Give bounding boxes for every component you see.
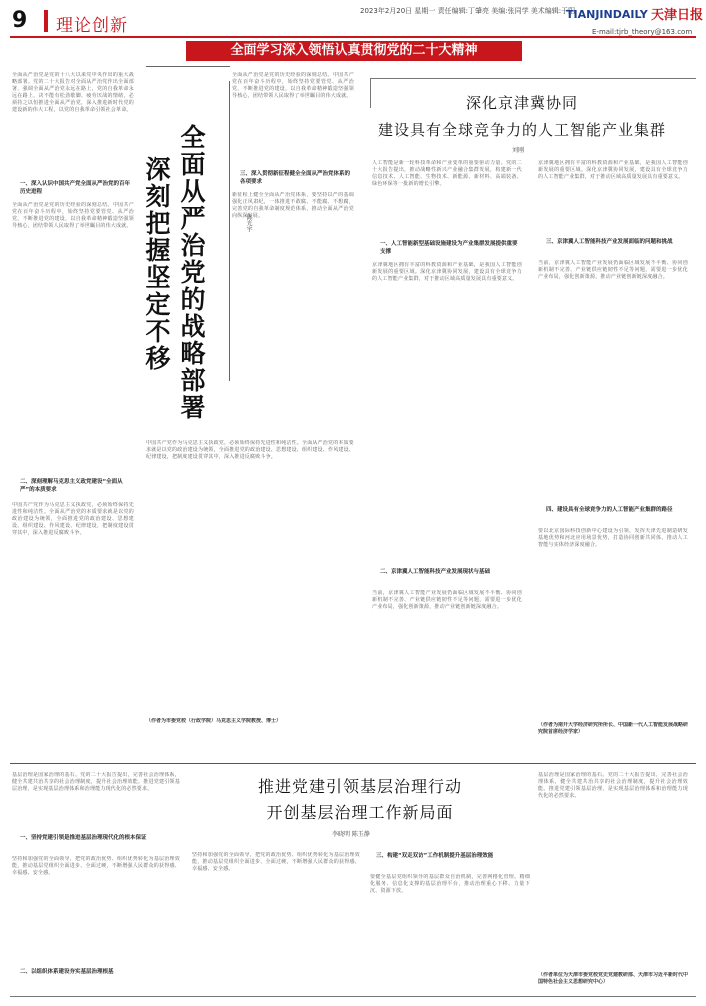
bottom-paragraph: 要健全基层党组织领导的基层群众自治机制，完善网格化管理、精细化服务、信息化支撑的基层治理平台，推动治理重心下移、力量下沉、资源下放。 xyxy=(370,874,530,894)
bottom-article-title xyxy=(190,774,530,826)
right-title-line-2: 建设具有全球竞争力的人工智能产业集群 xyxy=(377,121,666,139)
left-paragraph: 全面从严治党是党的历史经验的深刻总结。中国共产党在百年奋斗历程中，始终坚持党要管党、从严治党，不断推进党的建设，以自我革命精神锻造坚强领导核心，团结带领人民取得了举世瞩目的伟大成就。 xyxy=(232,72,354,99)
right-paragraph: 要以北京国际科技创新中心建设为引领，发挥天津先进制造研发基地优势和河北应用场景优势，打造协同创新共同体，推动人工智能与实体经济深度融合。 xyxy=(538,528,688,548)
bottom-author-note: （作者单位为天津市委党校党史党建教研部、天津市习近平新时代中国特色社会主义思想研究中心） xyxy=(538,972,688,985)
bottom-subhead-2: 二、以组织体系建设夯实基层治理根基 xyxy=(20,969,114,975)
section-divider xyxy=(10,763,696,764)
right-paragraph: 人工智能是新一轮科技革命和产业变革的重要驱动力量。党的二十大报告提出，推动战略性新兴产业融合集群发展，构建新一代信息技术、人工智能、生物技术、新能源、新材料、高端装备、绿色环保等一批新的增长引擎。 xyxy=(372,160,522,187)
right-paragraph: 当前，京津冀人工智能产业发展仍面临区域发展不平衡、协同创新机制不完善、产业链供应链韧性不足等问题，需要进一步优化产业布局，强化创新策源，推动产业链创新链深度融合。 xyxy=(372,590,522,610)
right-author-note: （作者为南开大学经济研究所所长、中国新一代人工智能发展战略研究院首席经济学家） xyxy=(538,722,688,735)
bottom-paragraph: 基层治理是国家治理的基石。党的二十大报告提出，完善社会治理体系，健全共建共治共享的社会治理制度，提升社会治理效能。推进党建引领基层治理，是实现基层治理体系和治理能力现代化的必然要求。 xyxy=(538,772,688,799)
masthead-en: TIANJINDAILY xyxy=(566,8,648,21)
headline-frame-side xyxy=(229,81,230,381)
page-bottom-rule xyxy=(10,996,696,997)
headline-frame-top xyxy=(146,66,230,67)
left-paragraph: 中国共产党作为马克思主义执政党，必须始终保持先进性和纯洁性。全面从严治党的本质要求就是以党的政治建设为统领，全面推进党的政治建设、思想建设、组织建设、作风建设、纪律建设，把制度建设贯穿其中，深入推进反腐败斗争。 xyxy=(146,440,354,460)
left-subhead-2: 二、深刻理解马克思主义政党建设“全面从严”的本质要求 xyxy=(20,479,123,493)
section-marker xyxy=(44,10,48,32)
right-author: 刘刚 xyxy=(512,147,525,154)
left-paragraph: 全面从严治党是党的十八大以来党中央作出的重大战略部署。党的二十大报告对全面从严治党作出全面部署，强调全面从严治党永远在路上，党的自我革命永远在路上，决不能有松劲歇脚、疲劳厌战的情绪，必须持之以恒推进全面从严治党，深入推进新时代党的建设新的伟大工程，以党的自我革命引领社会革命。 xyxy=(12,72,134,113)
bottom-subhead-3: 三、构建“双走双访”工作机制提升基层治理效能 xyxy=(376,853,494,859)
bottom-title-line-1: 推进党建引领基层治理行动 xyxy=(257,777,462,796)
topic-banner: 全面学习深入领悟认真贯彻党的二十大精神 xyxy=(186,41,522,61)
left-subhead-1: 一、深入认识中国共产党全面从严治党的百年历史进程 xyxy=(20,181,131,195)
right-paragraph: 京津冀地区拥有丰富的科教资源和产业基础，是我国人工智能创新发展的重要区域。深化京津冀协同发展，建设具有全球竞争力的人工智能产业集群，对于推动区域高质量发展具有重要意义。 xyxy=(372,262,522,282)
right-title-frame-side xyxy=(370,78,371,108)
issue-meta: 2023年2月20日 星期一 责任编辑:丁肇亮 美编:张同学 美术编辑:于阳 xyxy=(360,7,576,15)
right-subhead-4: 四、建设具有全球竞争力的人工智能产业集群的路径 xyxy=(546,507,673,513)
page-number: 9 xyxy=(12,8,28,33)
right-paragraph: 当前，京津冀人工智能产业发展仍面临区域发展不平衡、协同创新机制不完善、产业链供应链韧性不足等问题，需要进一步优化产业布局，强化创新策源，推动产业链创新链深度融合。 xyxy=(538,260,688,280)
contact-email: E-mail:tjrb_theory@163.com xyxy=(592,28,693,36)
right-article-title xyxy=(372,90,672,144)
masthead-logo: 天津日报 xyxy=(651,8,704,23)
bottom-title-line-2: 开创基层治理工作新局面 xyxy=(266,803,454,822)
header-rule xyxy=(10,36,696,38)
left-headline-main: 全面从严治党的战略部署 xyxy=(177,124,206,421)
left-headline-sub: 深刻把握坚定不移 xyxy=(142,156,171,372)
left-paragraph: 全面从严治党是党的历史经验的深刻总结。中国共产党在百年奋斗历程中，始终坚持党要管党、从严治党，不断推进党的建设，以自我革命精神锻造坚强领导核心，团结带领人民取得了举世瞩目的伟大成就。 xyxy=(12,202,134,229)
right-subhead-3: 三、京津冀人工智能科技产业发展面临的问题和挑战 xyxy=(546,239,673,245)
right-subhead-1: 一、人工智能新型基础设施建设为产业集群发展提供重要支撑 xyxy=(380,241,518,255)
right-title-frame-top xyxy=(370,78,696,79)
section-title: 理论创新 xyxy=(56,16,128,36)
left-author: 陈光宇 xyxy=(245,214,252,232)
bottom-subhead-1: 一、坚持党建引领是推进基层治理现代化的根本保证 xyxy=(20,835,147,841)
right-paragraph: 京津冀地区拥有丰富的科教资源和产业基础，是我国人工智能创新发展的重要区域。深化京津冀协同发展，建设具有全球竞争力的人工智能产业集群，对于推动区域高质量发展具有重要意义。 xyxy=(538,160,688,180)
left-subhead-3: 三、深入贯彻新征程健全全面从严治党体系的各项要求 xyxy=(240,171,351,185)
left-paragraph: 中国共产党作为马克思主义执政党，必须始终保持先进性和纯洁性。全面从严治党的本质要求就是以党的政治建设为统领，全面推进党的政治建设、思想建设、组织建设、作风建设、纪律建设，把制度建设贯穿其中，深入推进反腐败斗争。 xyxy=(12,502,134,536)
bottom-paragraph: 坚持和加强党的全面领导，把党的政治优势、组织优势转化为基层治理效能，推动基层党组织全面进步、全面过硬，不断增强人民群众的获得感、幸福感、安全感。 xyxy=(192,852,360,872)
left-author-note: （作者为市委党校（行政学院）马克思主义学院教授、博士） xyxy=(146,718,282,724)
bottom-paragraph: 坚持和加强党的全面领导，把党的政治优势、组织优势转化为基层治理效能，推动基层党组织全面进步、全面过硬，不断增强人民群众的获得感、幸福感、安全感。 xyxy=(12,856,180,876)
bottom-paragraph: 基层治理是国家治理的基石。党的二十大报告提出，完善社会治理体系，健全共建共治共享的社会治理制度，提升社会治理效能。推进党建引领基层治理，是实现基层治理体系和治理能力现代化的必然要求。 xyxy=(12,772,180,792)
left-paragraph: 新征程上健全全面从严治党体系，要坚持以严的基调强化正风肃纪，一体推进不敢腐、不能腐、不想腐，完善党的自我革命制度规范体系，推动全面从严治党向纵深发展。 xyxy=(232,192,354,219)
bottom-author: 李晓明 陈玉静 xyxy=(332,831,370,838)
right-subhead-2: 二、京津冀人工智能科技产业发展现状与基础 xyxy=(380,569,491,575)
right-title-line-1: 深化京津冀协同 xyxy=(465,94,578,112)
